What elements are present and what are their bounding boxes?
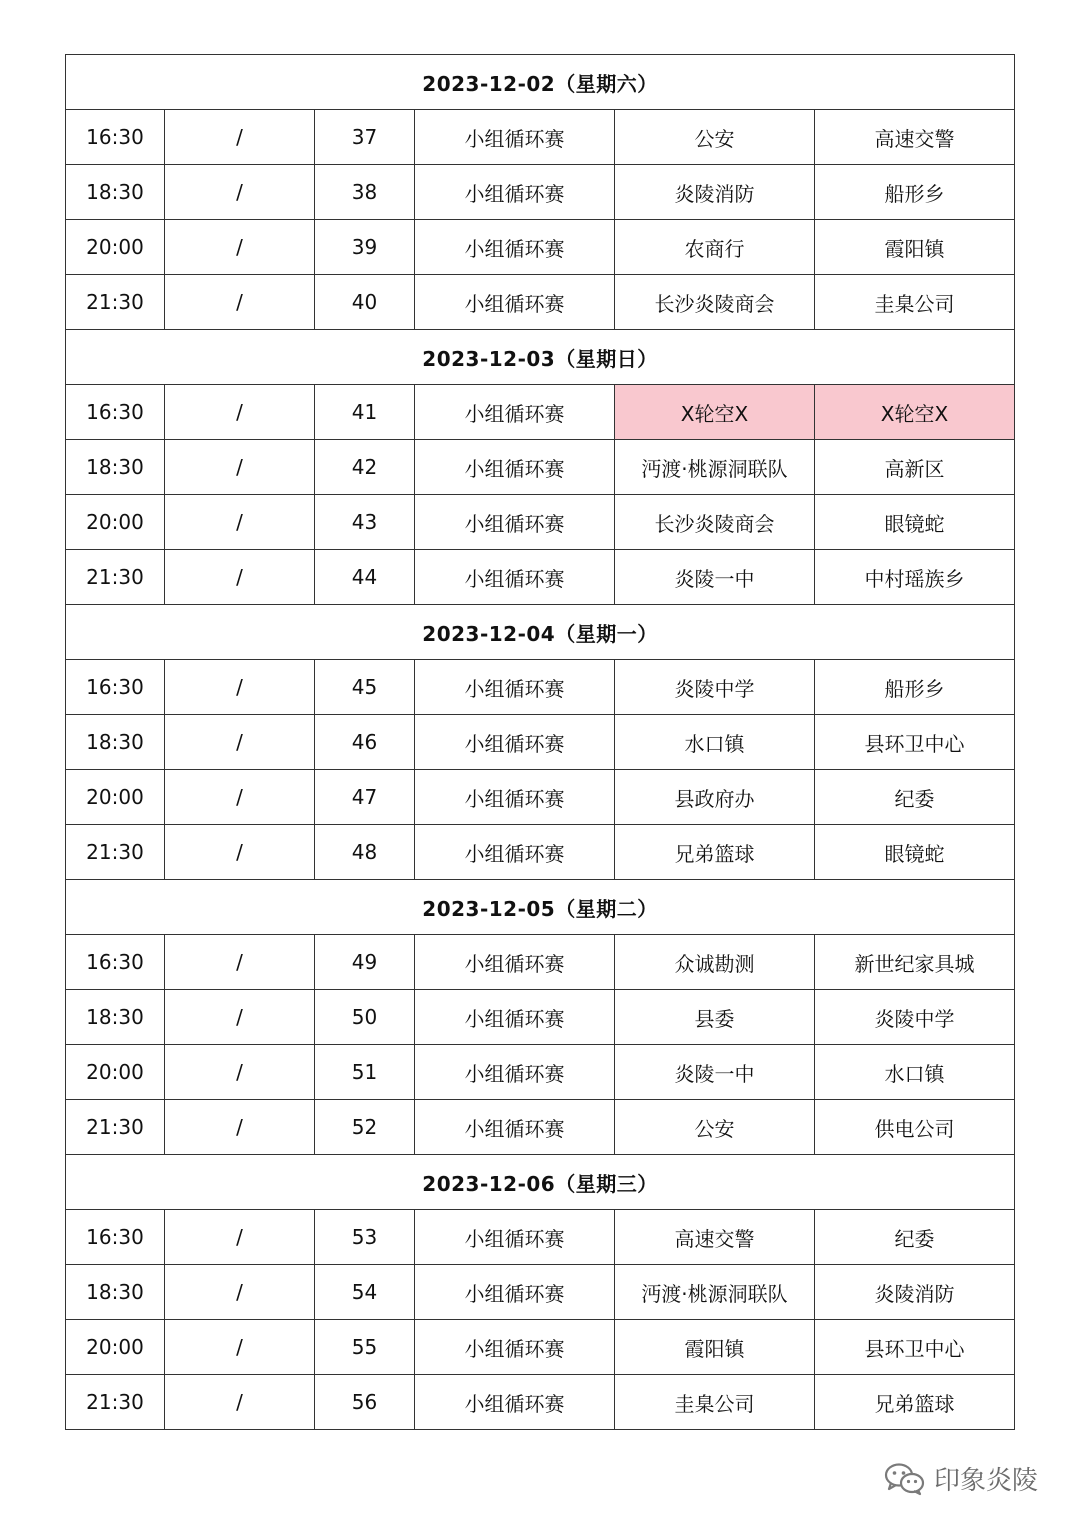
team-b-cell: 船形乡 <box>815 660 1015 715</box>
team-b-cell: 纪委 <box>815 770 1015 825</box>
game-number-cell: 46 <box>315 715 415 770</box>
game-number-cell: 55 <box>315 1320 415 1375</box>
match-type-cell: 小组循环赛 <box>415 1265 615 1320</box>
game-row <box>66 550 1015 605</box>
team-b-cell: 纪委 <box>815 1210 1015 1265</box>
time-cell: 20:00 <box>66 770 165 825</box>
game-number-cell: 44 <box>315 550 415 605</box>
match-type-cell: 小组循环赛 <box>415 165 615 220</box>
team-a-cell: 县政府办 <box>615 770 815 825</box>
time-cell: 16:30 <box>66 385 165 440</box>
slash-cell: / <box>165 1265 315 1320</box>
game-number-cell: 50 <box>315 990 415 1045</box>
game-row <box>66 110 1015 165</box>
slash-cell: / <box>165 1045 315 1100</box>
time-cell: 18:30 <box>66 715 165 770</box>
team-b-cell: 眼镜蛇 <box>815 495 1015 550</box>
team-a-cell: 沔渡·桃源洞联队 <box>615 440 815 495</box>
game-row <box>66 1100 1015 1155</box>
schedule-body <box>66 55 1015 1430</box>
date-header: 2023-12-03（星期日） <box>66 330 1015 385</box>
team-a-cell: 炎陵一中 <box>615 1045 815 1100</box>
team-b-cell: 县环卫中心 <box>815 1320 1015 1375</box>
team-b-cell: 高速交警 <box>815 110 1015 165</box>
team-a-cell: X轮空X <box>615 385 815 440</box>
team-b-cell: 中村瑶族乡 <box>815 550 1015 605</box>
team-a-cell: 炎陵消防 <box>615 165 815 220</box>
slash-cell: / <box>165 110 315 165</box>
team-b-cell: 炎陵消防 <box>815 1265 1015 1320</box>
team-a-cell: 长沙炎陵商会 <box>615 495 815 550</box>
game-number-cell: 47 <box>315 770 415 825</box>
time-cell: 16:30 <box>66 935 165 990</box>
match-type-cell: 小组循环赛 <box>415 385 615 440</box>
date-header: 2023-12-05（星期二） <box>66 880 1015 935</box>
game-number-cell: 39 <box>315 220 415 275</box>
game-row <box>66 440 1015 495</box>
game-number-cell: 52 <box>315 1100 415 1155</box>
match-type-cell: 小组循环赛 <box>415 1375 615 1430</box>
match-type-cell: 小组循环赛 <box>415 935 615 990</box>
game-row <box>66 495 1015 550</box>
time-cell: 18:30 <box>66 990 165 1045</box>
game-row <box>66 1265 1015 1320</box>
match-type-cell: 小组循环赛 <box>415 1320 615 1375</box>
game-row <box>66 715 1015 770</box>
date-header-row <box>66 605 1015 660</box>
team-b-cell: 炎陵中学 <box>815 990 1015 1045</box>
slash-cell: / <box>165 990 315 1045</box>
game-number-cell: 56 <box>315 1375 415 1430</box>
game-number-cell: 53 <box>315 1210 415 1265</box>
slash-cell: / <box>165 550 315 605</box>
date-header-row <box>66 55 1015 110</box>
time-cell: 16:30 <box>66 1210 165 1265</box>
slash-cell: / <box>165 1210 315 1265</box>
game-number-cell: 42 <box>315 440 415 495</box>
team-a-cell: 高速交警 <box>615 1210 815 1265</box>
time-cell: 20:00 <box>66 1045 165 1100</box>
match-type-cell: 小组循环赛 <box>415 1100 615 1155</box>
team-a-cell: 水口镇 <box>615 715 815 770</box>
match-type-cell: 小组循环赛 <box>415 275 615 330</box>
match-type-cell: 小组循环赛 <box>415 220 615 275</box>
team-b-cell: X轮空X <box>815 385 1015 440</box>
team-b-cell: 兄弟篮球 <box>815 1375 1015 1430</box>
team-a-cell: 霞阳镇 <box>615 1320 815 1375</box>
game-row <box>66 1210 1015 1265</box>
time-cell: 21:30 <box>66 550 165 605</box>
date-header-row <box>66 1155 1015 1210</box>
game-row <box>66 1320 1015 1375</box>
team-b-cell: 圭臬公司 <box>815 275 1015 330</box>
match-type-cell: 小组循环赛 <box>415 715 615 770</box>
schedule-table <box>65 54 1015 1430</box>
game-number-cell: 45 <box>315 660 415 715</box>
match-type-cell: 小组循环赛 <box>415 770 615 825</box>
time-cell: 21:30 <box>66 1375 165 1430</box>
slash-cell: / <box>165 770 315 825</box>
team-b-cell: 高新区 <box>815 440 1015 495</box>
time-cell: 18:30 <box>66 440 165 495</box>
game-row <box>66 935 1015 990</box>
game-number-cell: 51 <box>315 1045 415 1100</box>
game-number-cell: 48 <box>315 825 415 880</box>
game-row <box>66 990 1015 1045</box>
match-type-cell: 小组循环赛 <box>415 1045 615 1100</box>
team-a-cell: 长沙炎陵商会 <box>615 275 815 330</box>
game-number-cell: 54 <box>315 1265 415 1320</box>
team-a-cell: 县委 <box>615 990 815 1045</box>
date-header-row <box>66 880 1015 935</box>
team-b-cell: 霞阳镇 <box>815 220 1015 275</box>
game-number-cell: 41 <box>315 385 415 440</box>
slash-cell: / <box>165 935 315 990</box>
time-cell: 20:00 <box>66 1320 165 1375</box>
slash-cell: / <box>165 715 315 770</box>
team-b-cell: 县环卫中心 <box>815 715 1015 770</box>
slash-cell: / <box>165 825 315 880</box>
time-cell: 21:30 <box>66 1100 165 1155</box>
match-type-cell: 小组循环赛 <box>415 550 615 605</box>
slash-cell: / <box>165 165 315 220</box>
slash-cell: / <box>165 660 315 715</box>
game-row <box>66 385 1015 440</box>
match-type-cell: 小组循环赛 <box>415 990 615 1045</box>
game-number-cell: 38 <box>315 165 415 220</box>
slash-cell: / <box>165 220 315 275</box>
team-b-cell: 船形乡 <box>815 165 1015 220</box>
team-a-cell: 沔渡·桃源洞联队 <box>615 1265 815 1320</box>
slash-cell: / <box>165 385 315 440</box>
team-a-cell: 炎陵一中 <box>615 550 815 605</box>
match-type-cell: 小组循环赛 <box>415 110 615 165</box>
team-a-cell: 炎陵中学 <box>615 660 815 715</box>
team-a-cell: 农商行 <box>615 220 815 275</box>
team-b-cell: 供电公司 <box>815 1100 1015 1155</box>
match-type-cell: 小组循环赛 <box>415 440 615 495</box>
watermark <box>884 1460 1038 1497</box>
team-a-cell: 兄弟篮球 <box>615 825 815 880</box>
match-type-cell: 小组循环赛 <box>415 660 615 715</box>
date-header: 2023-12-06（星期三） <box>66 1155 1015 1210</box>
game-row <box>66 1045 1015 1100</box>
game-number-cell: 43 <box>315 495 415 550</box>
game-row <box>66 275 1015 330</box>
time-cell: 20:00 <box>66 495 165 550</box>
game-row <box>66 220 1015 275</box>
team-a-cell: 公安 <box>615 110 815 165</box>
date-header: 2023-12-02（星期六） <box>66 55 1015 110</box>
time-cell: 20:00 <box>66 220 165 275</box>
match-type-cell: 小组循环赛 <box>415 495 615 550</box>
game-number-cell: 40 <box>315 275 415 330</box>
game-row <box>66 1375 1015 1430</box>
time-cell: 18:30 <box>66 165 165 220</box>
team-b-cell: 眼镜蛇 <box>815 825 1015 880</box>
time-cell: 18:30 <box>66 1265 165 1320</box>
team-a-cell: 众诚勘测 <box>615 935 815 990</box>
time-cell: 21:30 <box>66 275 165 330</box>
wechat-icon <box>884 1462 926 1496</box>
game-row <box>66 825 1015 880</box>
team-b-cell: 水口镇 <box>815 1045 1015 1100</box>
game-number-cell: 37 <box>315 110 415 165</box>
slash-cell: / <box>165 495 315 550</box>
watermark-text: 印象炎陵 <box>934 1466 1039 1496</box>
game-row <box>66 770 1015 825</box>
game-row <box>66 660 1015 715</box>
time-cell: 16:30 <box>66 110 165 165</box>
date-header-row <box>66 330 1015 385</box>
team-a-cell: 圭臬公司 <box>615 1375 815 1430</box>
time-cell: 16:30 <box>66 660 165 715</box>
game-row <box>66 165 1015 220</box>
match-type-cell: 小组循环赛 <box>415 825 615 880</box>
slash-cell: / <box>165 1100 315 1155</box>
slash-cell: / <box>165 1375 315 1430</box>
match-type-cell: 小组循环赛 <box>415 1210 615 1265</box>
team-b-cell: 新世纪家具城 <box>815 935 1015 990</box>
slash-cell: / <box>165 440 315 495</box>
time-cell: 21:30 <box>66 825 165 880</box>
team-a-cell: 公安 <box>615 1100 815 1155</box>
slash-cell: / <box>165 1320 315 1375</box>
slash-cell: / <box>165 275 315 330</box>
date-header: 2023-12-04（星期一） <box>66 605 1015 660</box>
game-number-cell: 49 <box>315 935 415 990</box>
